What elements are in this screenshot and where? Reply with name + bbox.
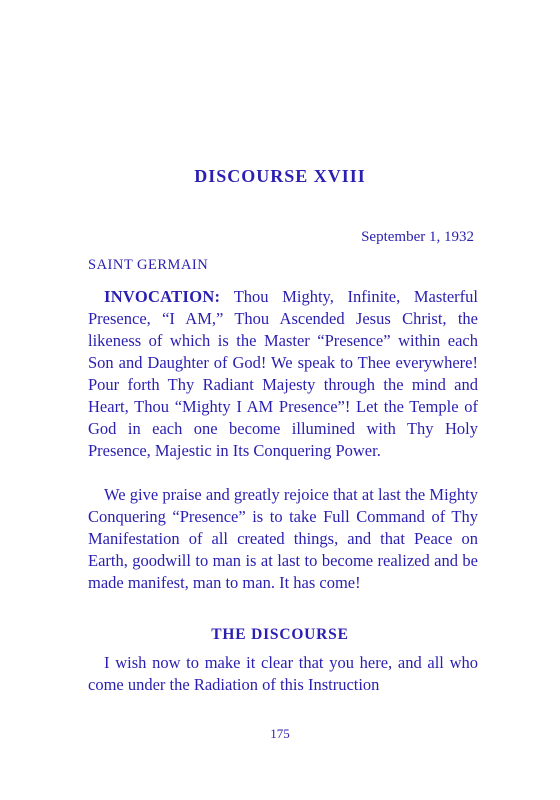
- invocation-label: INVOCATION:: [104, 287, 221, 306]
- chapter-title: DISCOURSE XVIII: [194, 166, 366, 186]
- page-number: 175: [270, 726, 290, 741]
- discourse-date: September 1, 1932: [361, 229, 474, 245]
- invocation-paragraph: [88, 286, 478, 462]
- invocation-text: Thou Mighty, Infinite, Masterful Presence, “I AM,” Thou Ascended Jesus Christ, the likeness of which is the Master “Presence” within each Son and Daughter of God! We speak to Thee everywhere! Pour forth Thy Radiant Majesty through the mind and Heart, Thou “Mighty I AM Presence”! Let the Temple of God in each one become illumined with Thy Holy Presence, Majestic in Its Conquering Power.: [88, 287, 478, 460]
- discourse-paragraph: I wish now to make it clear that you here, and all who come under the Radiation of this Instruction: [88, 653, 478, 694]
- section-heading: THE DISCOURSE: [211, 626, 349, 643]
- praise-paragraph: We give praise and greatly rejoice that at last the Mighty Conquering “Presence” is to take Full Command of Thy Manifestation of all created things, and that Peace on Earth, goodwill to man is at last to become realized and be made manifest, man to man. It has come!: [88, 485, 478, 592]
- speaker-name: SAINT GERMAIN: [88, 257, 209, 273]
